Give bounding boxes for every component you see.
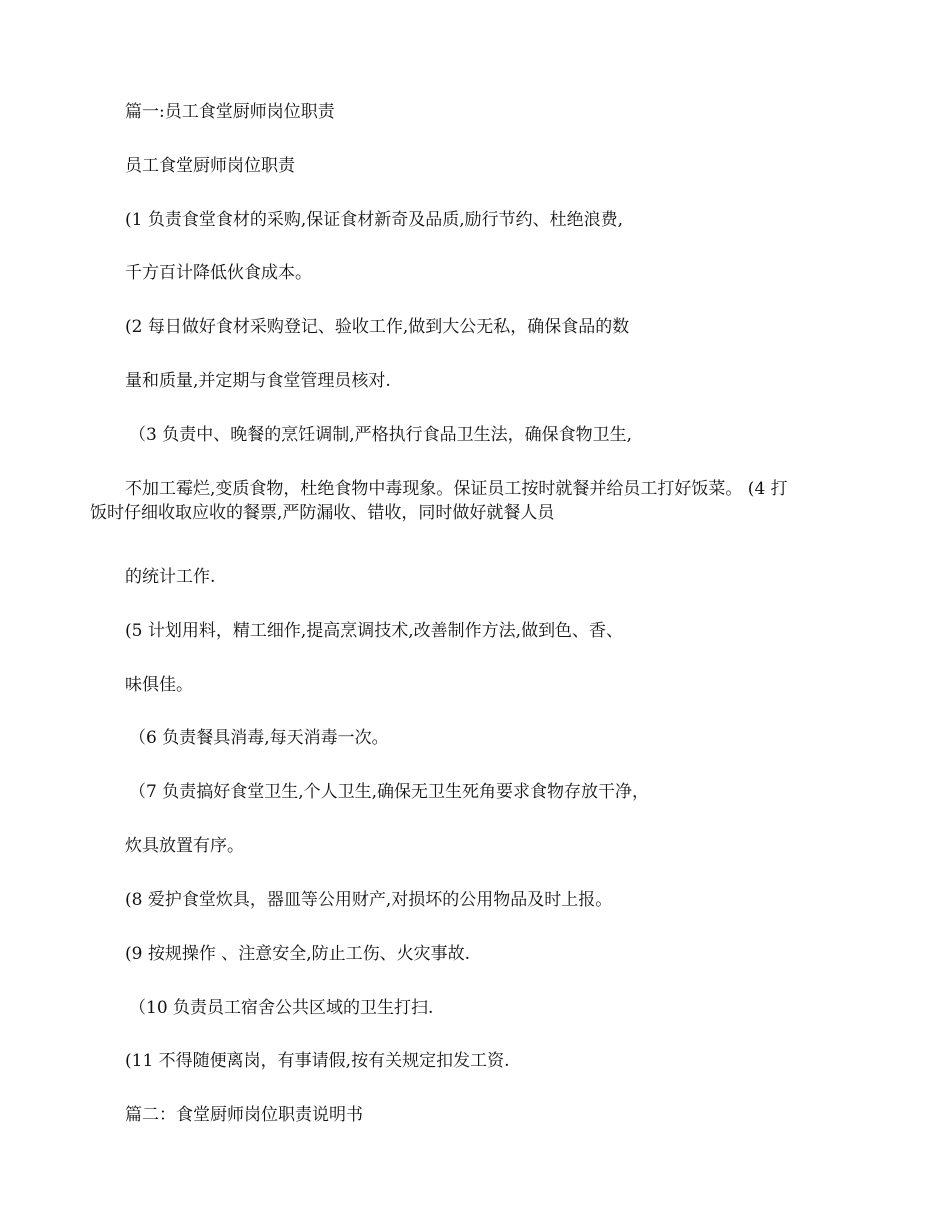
document-title: 员工食堂厨师岗位职责 xyxy=(125,156,295,176)
duty-7-line-2: 炊具放置有序。 xyxy=(125,836,244,856)
duty-9: (9 按规操作 、注意安全,防止工伤、火灾事故. xyxy=(125,944,471,964)
duty-2-line-2: 量和质量,并定期与食堂管理员核对. xyxy=(125,371,391,391)
duty-4-line-2: 的统计工作. xyxy=(125,567,216,587)
duty-7-line-1: （7 负责搞好食堂卫生,个人卫生,确保无卫生死角要求食物存放干净， xyxy=(129,782,650,802)
duty-8: (8 爱护食堂炊具，器皿等公用财产,对损坏的公用物品及时上报。 xyxy=(125,890,613,910)
duty-5-line-1: (5 计划用料，精工细作,提高烹调技术,改善制作方法,做到色、香、 xyxy=(125,621,624,641)
duty-2-line-1: (2 每日做好食材采购登记、验收工作,做到大公无私，确保食品的数 xyxy=(125,317,630,337)
duty-3-line-1: （3 负责中、晚餐的烹饪调制,严格执行食品卫生法，确保食物卫生, xyxy=(129,425,633,445)
duty-5-line-2: 味俱佳。 xyxy=(125,675,193,695)
duty-10: （10 负责员工宿舍公共区域的卫生打扫. xyxy=(129,998,434,1018)
duty-1-line-1: (1 负责食堂食材的采购,保证食材新奇及品质,励行节约、杜绝浪费, xyxy=(125,210,624,230)
section-two-heading: 篇二：食堂厨师岗位职责说明书 xyxy=(125,1105,363,1125)
duty-3-4-paragraph xyxy=(90,477,850,525)
duty-11: (11 不得随便离岗，有事请假,按有关规定扣发工资. xyxy=(125,1051,510,1071)
duty-4-line-1: 饭时仔细收取应收的餐票,严防漏收、错收，同时做好就餐人员 xyxy=(90,503,555,523)
duty-1-line-2: 千方百计降低伙食成本。 xyxy=(125,263,312,283)
duty-3-line-2: 不加工霉烂,变质食物，杜绝食物中毒现象。保证员工按时就餐并给员工打好饭菜。 (4 打 xyxy=(125,479,788,499)
section-one-heading: 篇一:员工食堂厨师岗位职责 xyxy=(125,102,335,122)
duty-6: （6 负责餐具消毒,每天消毒一次。 xyxy=(129,728,389,748)
